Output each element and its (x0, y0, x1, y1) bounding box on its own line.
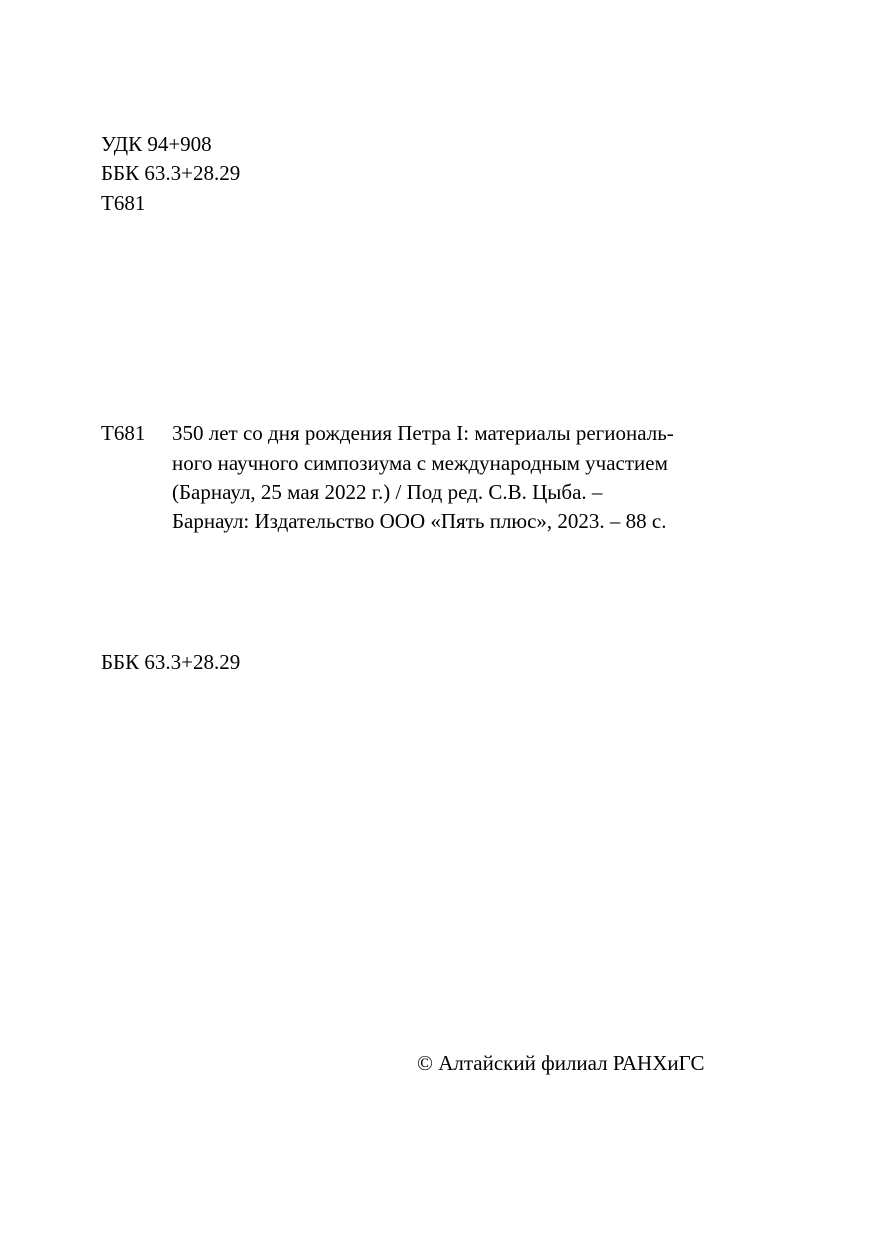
bbk-footer-line: ББК 63.3+28.29 (101, 650, 241, 674)
entry-line: 350 лет со дня рождения Петра I: материалы региональ- (172, 421, 674, 445)
entry-line: (Барнаул, 25 мая 2022 г.) / Под ред. С.В. Цыба. – (172, 480, 603, 504)
udk-line: УДК 94+908 (101, 132, 212, 156)
copyright-notice: © Алтайский филиал РАНХиГС (417, 1051, 705, 1075)
bbk-line: ББК 63.3+28.29 (101, 161, 241, 185)
entry-code: Т681 (101, 421, 146, 445)
entry-line: Барнаул: Издательство ООО «Пять плюс», 2023. – 88 с. (172, 509, 667, 533)
author-code-line: Т681 (101, 191, 146, 215)
entry-line: ного научного симпозиума с международным участием (172, 451, 668, 475)
